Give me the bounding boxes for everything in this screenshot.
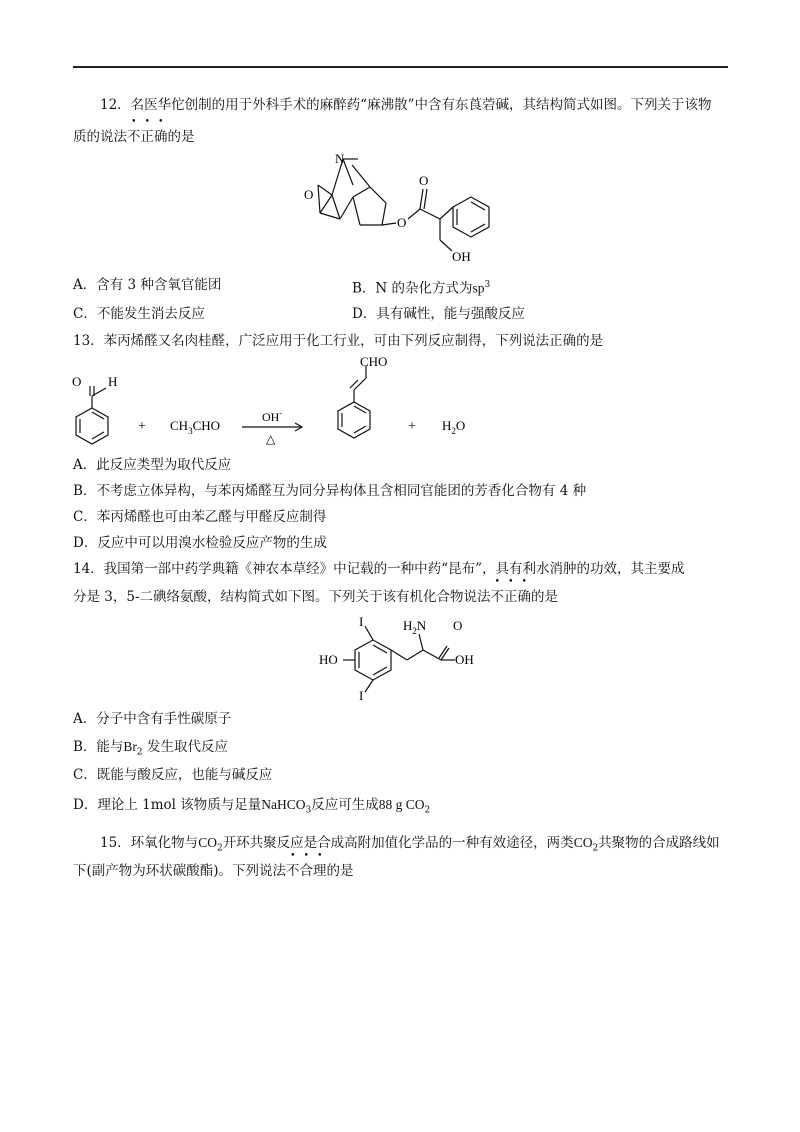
q14-option-a: A．分子中含有手性碳原子 (73, 711, 232, 727)
q14-acid-oh: OH (455, 652, 474, 667)
q12-option-d: D．具有碱性，能与强酸反应 (352, 306, 525, 322)
q12-epoxide-o: O (304, 187, 314, 202)
q15-stem-line2: 下(副产物为环状碳酸酯)。下列说法不合理的是 (73, 863, 354, 879)
q13-reactant1-h: H (108, 374, 118, 389)
emphasis-char: 不 (490, 589, 505, 605)
q13-option-d: D．反应中可以用溴水检验反应产物的生成 (73, 535, 327, 551)
q14-carbonyl-o: O (453, 618, 463, 633)
q13-option-c: C．苯丙烯醛也可由苯乙醛与甲醛反应制得 (73, 509, 327, 525)
q14-phenol-oh: HO (319, 652, 338, 667)
emphasis-char: 正 (140, 129, 154, 145)
q13-plus-1: + (138, 419, 146, 434)
q12-stem-line2: 质的说法不正确的是 (73, 129, 195, 145)
q13-product-cho: CHO (360, 354, 388, 369)
q13-water: $H_2O$ (442, 418, 466, 436)
q13-reactant1-o: O (72, 374, 82, 389)
q14-diiodotyrosine-structure (315, 612, 515, 702)
q14-iodine-top: I (359, 614, 364, 629)
emphasis-char: 不 (127, 129, 141, 145)
q13-option-b: B．不考虑立体异构，与苯丙烯醛互为同分异构体且含相同官能团的芳香化合物有 4 种 (73, 483, 587, 499)
header-rule (73, 66, 728, 68)
q12-scopolamine-structure (300, 145, 520, 270)
q12-n-atom: N (335, 151, 345, 166)
q12-option-c: C．不能发生消去反应 (73, 306, 205, 322)
q13-plus-2: + (408, 419, 416, 434)
emphasis-char: 不 (286, 863, 300, 879)
emphasis-char: 确 (154, 129, 168, 145)
q13-reaction-scheme (70, 350, 490, 450)
q13-condition-base: OH- (262, 409, 283, 424)
q14-stem-line1: 14．我国第一部中药学典籍《神农本草经》中记载的一种中药“昆布”，具有利水消肿的功效，其主要成 (73, 561, 685, 577)
q12-option-a: A．含有 3 种含氧官能团 (73, 277, 222, 293)
q14-option-b: B．能与$Br_2$ 发生取代反应 (73, 739, 228, 758)
q12-option-b: B．N 的杂化方式为$sp^3$ (352, 280, 491, 297)
emphasis-char: 理 (313, 863, 327, 879)
emphasis-char: 确 (517, 589, 532, 605)
q12-ester-o: O (397, 215, 407, 230)
q13-option-a: A．此反应类型为取代反应 (73, 457, 232, 473)
q13-stem: 13．苯丙烯醛又名肉桂醛，广泛应用于化工行业，可由下列反应制得，下列说法正确的是 (73, 333, 604, 349)
emphasis-char: 合 (299, 863, 314, 879)
q14-option-c: C．既能与酸反应，也能与碱反应 (73, 767, 273, 783)
q14-iodine-bottom: I (359, 688, 364, 702)
emphasis-char: 正 (504, 589, 518, 605)
q14-amino-group: $H_2N$ (403, 618, 427, 636)
q12-oh-group: OH (452, 249, 471, 264)
q12-stem-line1: 12．名医华佗创制的用于外科手术的麻醉药“麻沸散”中含有东莨菪碱，其结构简式如图。下列关于该物 (100, 97, 712, 113)
q14-option-d: D．理论上 1mol 该物质与足量NaHCO$_3$反应可生成88 g $CO_2$ (73, 797, 431, 816)
q14-stem-line2: 分是 3，5-二碘络氨酸，结构简式如下图。下列关于该有机化合物说法不正确的是 (73, 589, 559, 605)
q13-reactant2: $CH_3CHO$ (170, 418, 221, 436)
q12-carbonyl-o: O (419, 173, 429, 188)
q13-condition-heat: △ (266, 432, 276, 446)
q15-stem-line1: 15．环氧化物与$CO_2$开环共聚反应是合成高附加值化学品的一种有效途径，两类$CO_2$共聚物的合成路线如 (100, 835, 720, 854)
